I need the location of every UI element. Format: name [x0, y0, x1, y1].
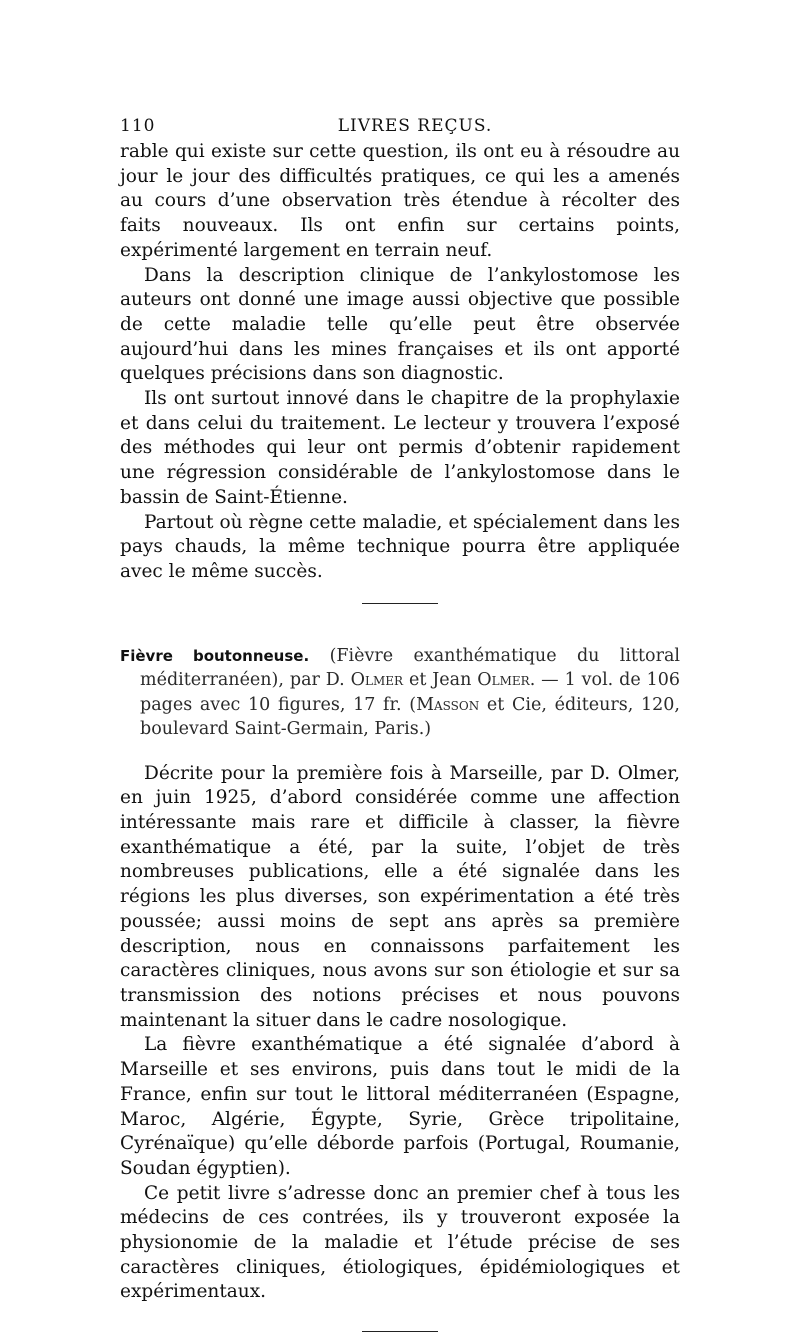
author-name: Olmer: [477, 670, 530, 691]
paragraph: La fièvre exanthématique a été signalée d’abord à Marseille et ses environs, puis dans tout le midi de la France, enfin sur tout le littoral méditerranéen (Espagne, Maroc, Algérie, Égypte, Syrie, Grèce tripolitaine, Cyrénaïque) qu’elle déborde parfois (Portugal, Roumanie, Soudan égyptien).: [120, 1034, 680, 1179]
entry-details: . — 1 vol. de 106 pages avec 10 figures, 17 fr. (: [140, 670, 681, 715]
paragraph: rable qui existe sur cette question, ils ont eu à résoudre au jour le jour des difficultés pratiques, ce qui les a amenés au cours d’une observation très étendue à récolter des faits nouveaux. Ils ont enfin sur certains points, expérimenté largement en terrain neuf.: [120, 141, 680, 261]
running-title: LIVRES REÇUS.: [337, 116, 493, 136]
publisher-details: et Cie, éditeurs, 120, boulevard Saint-Germain, Paris.): [140, 694, 680, 740]
page-number: 110: [120, 116, 156, 136]
entry-subtitle: (Fièvre exanthématique du littoral méditerranéen), par D.: [140, 645, 680, 691]
paragraph: Décrite pour la première fois à Marseille, par D. Olmer, en juin 1925, d’abord considérée comme une affection intéressante mais rare et difficile à classer, la fièvre exanthématique a été, par la suite, l’objet de très nombreuses publications, elle a été signalée dans les régions les plus diverses, son expérimentation a été très poussée; aussi moins de sept ans après sa première description, nous en connaissons parfaitement les caractères cliniques, nous avons sur son étiologie et sur sa transmission des notions précises et nous pouvons maintenant la situer dans le cadre nosologique.: [120, 762, 680, 1031]
running-head: [120, 110, 680, 140]
entry-text: et Jean: [403, 670, 478, 691]
paragraph: Partout où règne cette maladie, et spécialement dans les pays chauds, la même technique pourra être appliquée avec le même succès.: [120, 511, 680, 582]
bibliographic-entry: [120, 644, 680, 742]
author-name: Olmer: [350, 670, 404, 691]
page: [120, 110, 680, 1332]
entry-title: Fièvre boutonneuse.: [120, 646, 310, 665]
publisher-name: Masson: [416, 694, 480, 715]
section-divider: [362, 603, 438, 604]
paragraph: Ils ont surtout innové dans le chapitre de la prophylaxie et dans celui du traitement. Le lecteur y trouvera l’exposé des méthodes qui leur ont permis d’obtenir rapidement une régression considérable de l’ankylostomose dans le bassin de Saint-Étienne.: [120, 388, 680, 508]
paragraph: Dans la description clinique de l’ankylostomose les auteurs ont donné une image aussi objective que possible de cette maladie telle qu’elle peut être observée aujourd’hui dans les mines françaises et ils ont apporté quelques précisions dans son diagnostic.: [120, 264, 680, 385]
paragraph: Ce petit livre s’adresse donc an premier chef à tous les médecins de ces contrées, ils y trouveront exposée la physionomie de la maladie et l’étude précise de ses caractères cliniques, étiologiques, épidémiologiques et expérimentaux.: [120, 1182, 680, 1303]
spacer: [120, 742, 680, 762]
